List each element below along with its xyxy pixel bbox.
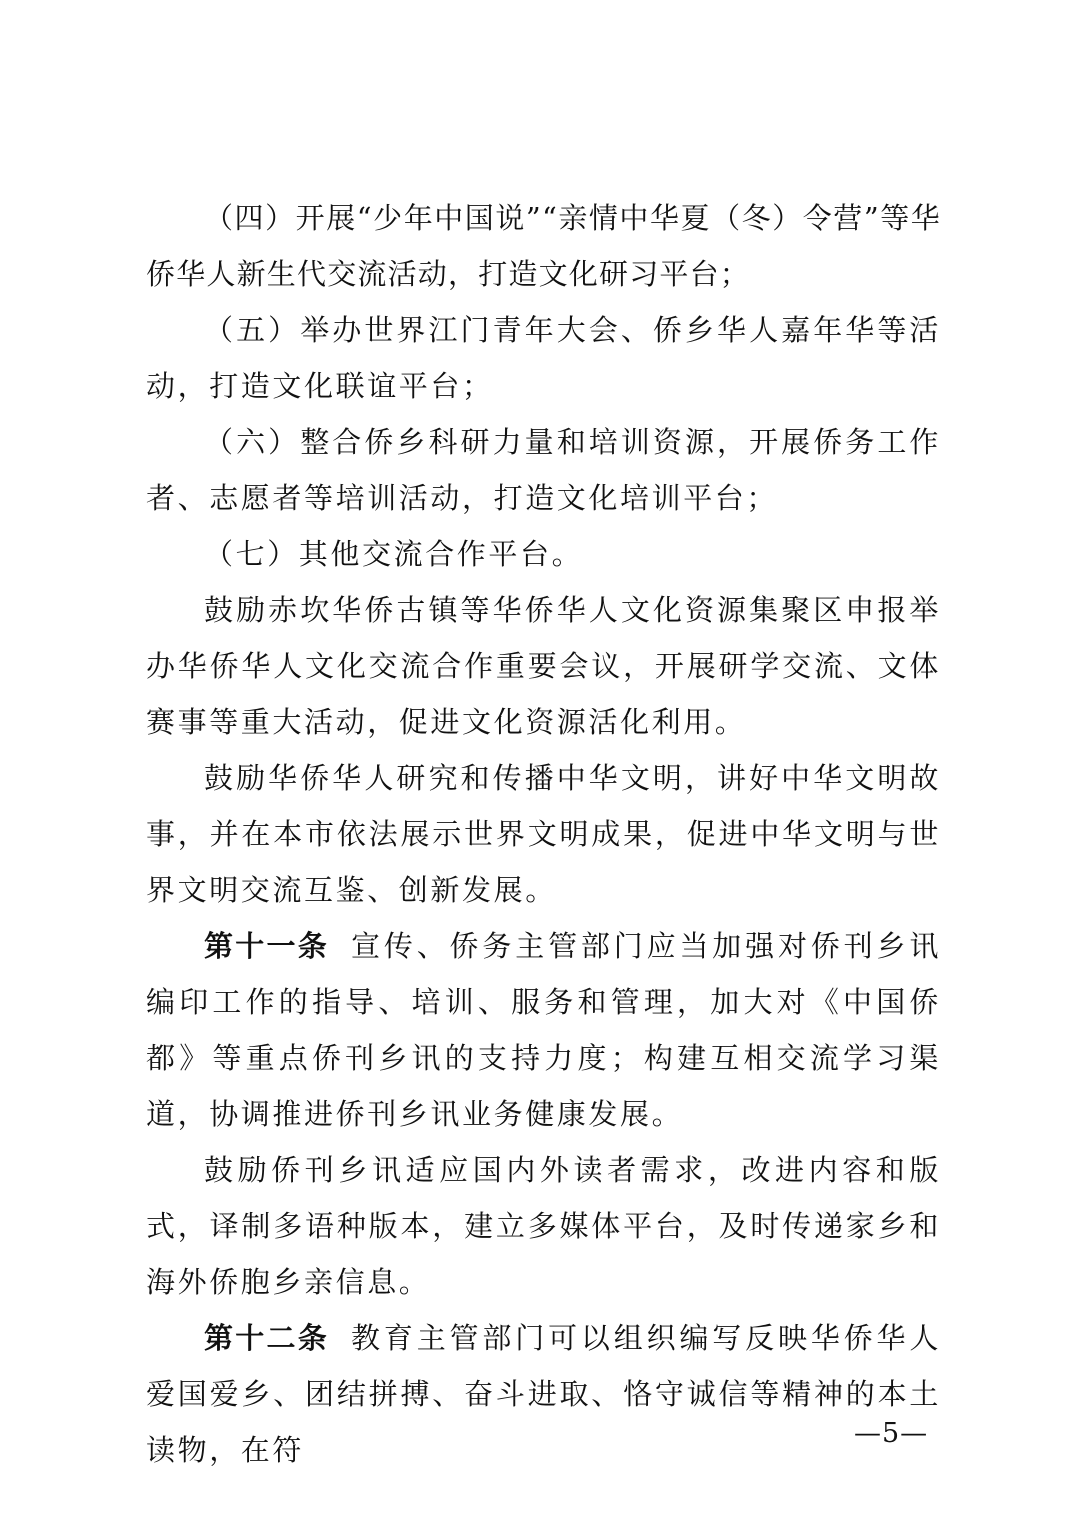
paragraph-encourage-civilization	[146, 750, 941, 918]
article-heading: 第十二条	[204, 1321, 329, 1355]
paragraph-item-6	[146, 414, 941, 526]
article-text: 宣传、侨务主管部门应当加强对侨刊乡讯编印工作的指导、培训、服务和管理，加大对《中国侨都》等重点侨刊乡讯的支持力度；构建互相交流学习渠道，协调推进侨刊乡讯业务健康发展。	[146, 929, 941, 1131]
article-12	[146, 1310, 941, 1478]
article-text: 教育主管部门可以组织编写反映华侨华人爱国爱乡、团结拼搏、奋斗进取、恪守诚信等精神的本土读物，在符	[146, 1321, 941, 1467]
article-heading: 第十一条	[204, 929, 329, 963]
paragraph-text: 鼓励赤坎华侨古镇等华侨华人文化资源集聚区申报举办华侨华人文化交流合作重要会议，开展研学交流、文体赛事等重大活动，促进文化资源活化利用。	[146, 593, 941, 739]
paragraph-text: 鼓励华侨华人研究和传播中华文明，讲好中华文明故事，并在本市依法展示世界文明成果，促进中华文明与世界文明交流互鉴、创新发展。	[146, 761, 941, 907]
article-11	[146, 918, 941, 1142]
paragraph-text: （五）举办世界江门青年大会、侨乡华人嘉年华等活动，打造文化联谊平台；	[146, 313, 941, 403]
page-number: —5—	[854, 1418, 929, 1449]
paragraph-item-5	[146, 302, 941, 414]
paragraph-item-4	[146, 190, 941, 302]
document-body	[146, 190, 941, 1478]
paragraph-item-7	[146, 526, 941, 582]
paragraph-encourage-publications	[146, 1142, 941, 1310]
paragraph-text: （七）其他交流合作平台。	[204, 537, 584, 571]
paragraph-text: 鼓励侨刊乡讯适应国内外读者需求，改进内容和版式，译制多语种版本，建立多媒体平台，及时传递家乡和海外侨胞乡亲信息。	[146, 1153, 941, 1299]
paragraph-text: （四）开展“少年中国说”“亲情中华夏（冬）令营”等华侨华人新生代交流活动，打造文化研习平台；	[146, 201, 941, 291]
paragraph-encourage-chikan	[146, 582, 941, 750]
paragraph-text: （六）整合侨乡科研力量和培训资源，开展侨务工作者、志愿者等培训活动，打造文化培训平台；	[146, 425, 941, 515]
